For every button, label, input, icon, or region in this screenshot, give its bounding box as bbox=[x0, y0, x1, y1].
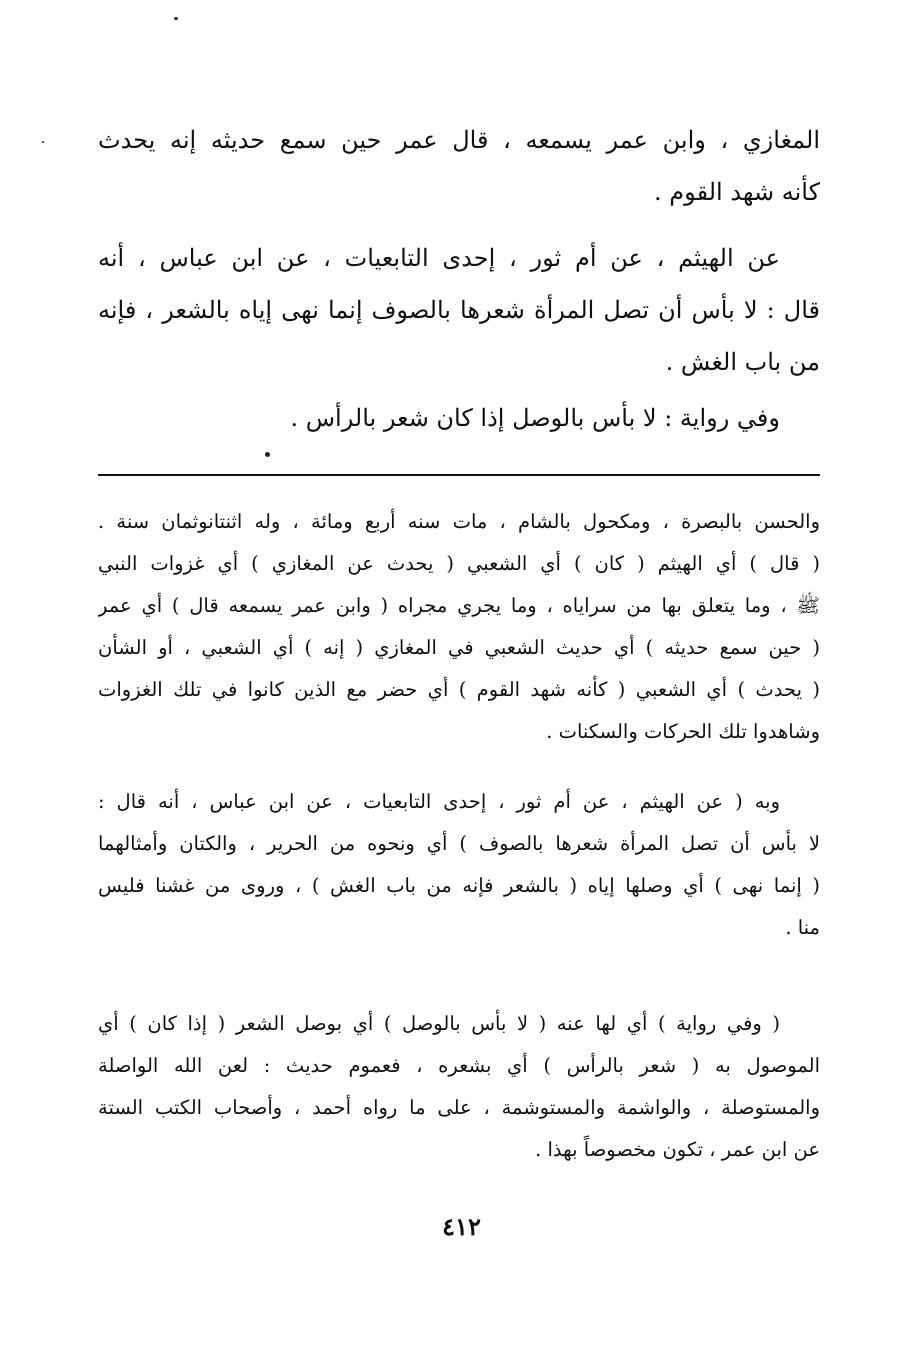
page-number: ٤١٢ bbox=[442, 1212, 481, 1241]
footnote-line: ( إنما نهى ) أي وصلها إياه ( بالشعر فإنه من باب الغش ) ، وروى من غشنا فليس bbox=[98, 874, 820, 897]
footnote-block bbox=[98, 1003, 820, 1171]
text-line: عن الهيثم ، عن أم ثور ، إحدى التابعيات ، عن ابن عباس ، أنه bbox=[98, 244, 780, 272]
footnote-paragraph-1 bbox=[98, 501, 820, 753]
scan-speck bbox=[42, 141, 44, 143]
footnote-line: والمستوصلة ، والواشمة والمستوشمة ، على ما رواه أحمد ، وأصحاب الكتب الستة bbox=[98, 1096, 820, 1119]
footnote-paragraph-3 bbox=[98, 1003, 820, 1171]
footnote-line: ( وفي رواية ) أي لها عنه ( لا بأس بالوصل ) أي بوصل الشعر ( إذا كان ) أي bbox=[98, 1012, 780, 1035]
footnote-line: عن ابن عمر ، تكون مخصوصاً بهذا . bbox=[535, 1138, 820, 1161]
footnote-line: الموصول به ( شعر بالرأس ) أي بشعره ، فعموم حديث : لعن الله الواصلة bbox=[98, 1054, 820, 1077]
text-line: كأنه شهد القوم . bbox=[654, 178, 820, 206]
text-line: وفي رواية : لا بأس بالوصل إذا كان شعر بالرأس . bbox=[290, 404, 780, 432]
main-paragraph-2 bbox=[98, 232, 820, 388]
main-text bbox=[98, 114, 820, 218]
text-line: من باب الغش . bbox=[665, 348, 820, 376]
main-paragraph-1 bbox=[98, 114, 820, 218]
footnote-separator bbox=[98, 474, 820, 476]
footnote-line: ( حين سمع حديثه ) أي حديث الشعبي في المغازي ( إنه ) أي الشعبي ، أو الشأن bbox=[98, 636, 820, 659]
footnote-line: وشاهدوا تلك الحركات والسكنات . bbox=[546, 720, 820, 743]
main-paragraph-3 bbox=[98, 392, 820, 444]
footnote-line: ( يحدث ) أي الشعبي ( كأنه شهد القوم ) أي حضر مع الذين كانوا في تلك الغزوات bbox=[98, 678, 820, 701]
footnote-line: ( قال ) أي الهيثم ( كان ) أي الشعبي ( يحدث عن المغازي ) أي غزوات النبي bbox=[98, 552, 820, 575]
footnote-line: منا . bbox=[785, 916, 820, 939]
footnote-line: وبه ( عن الهيثم ، عن أم ثور ، إحدى التابعيات ، عن ابن عباس ، أنه قال : bbox=[98, 790, 780, 813]
main-text bbox=[98, 232, 820, 388]
footnote-line: لا بأس أن تصل المرأة شعرها بالصوف ) أي ونحوه من الحرير ، والكتان وأمثالهما bbox=[98, 832, 820, 855]
footnote-block bbox=[98, 501, 820, 753]
text-line: قال : لا بأس أن تصل المرأة شعرها بالصوف إنما نهى إياه بالشعر ، فإنه bbox=[98, 296, 820, 324]
footnote-line: والحسن بالبصرة ، ومكحول بالشام ، مات سنه أربع ومائة ، وله اثنتانوثمان سنة . bbox=[98, 510, 820, 533]
footnote-line: ﷺ ، وما يتعلق بها من سراياه ، وما يجري مجراه ( وابن عمر يسمعه قال ) أي عمر bbox=[98, 594, 820, 617]
text-line: المغازي ، وابن عمر يسمعه ، قال عمر حين سمع حديثه إنه يحدث bbox=[98, 126, 820, 154]
scan-speck bbox=[174, 17, 178, 20]
footnote-block bbox=[98, 781, 820, 949]
footnote-paragraph-2 bbox=[98, 781, 820, 949]
main-text bbox=[98, 392, 820, 444]
scan-speck bbox=[265, 452, 270, 457]
